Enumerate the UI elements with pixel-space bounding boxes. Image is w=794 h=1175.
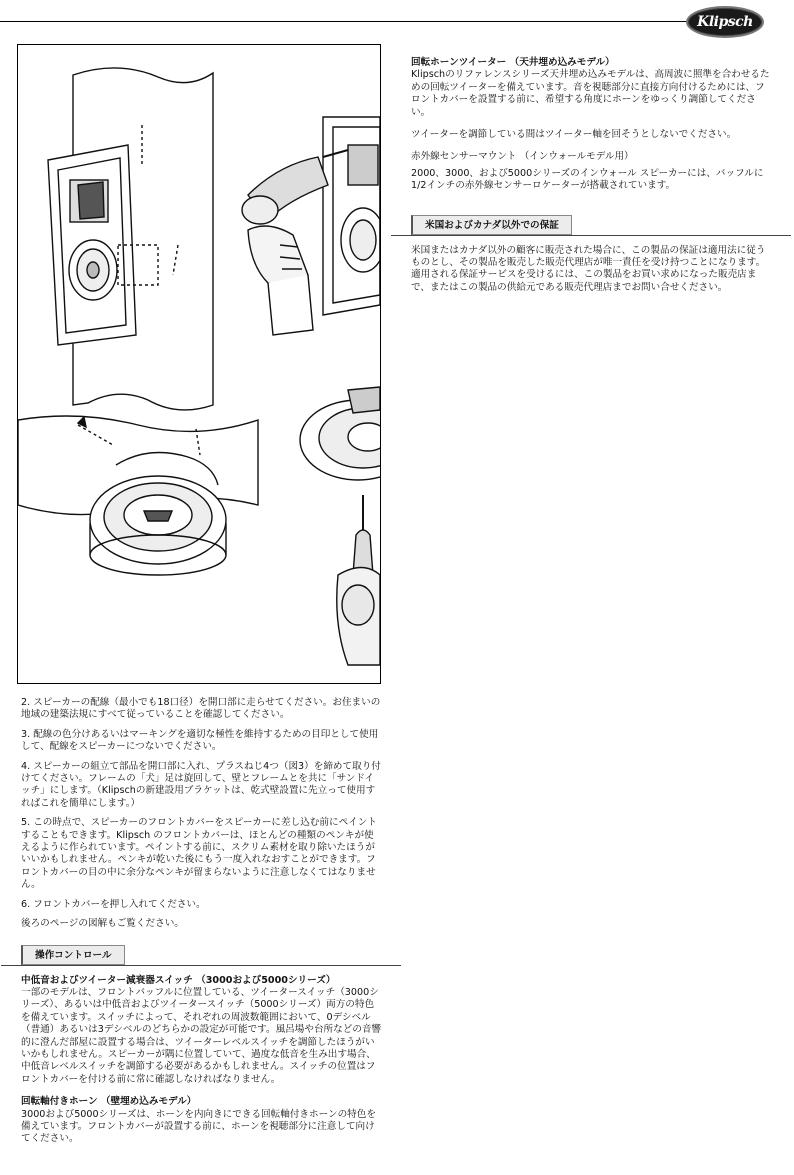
section-operation-controls: [21, 945, 383, 967]
see-diagram-note: 後ろのページの図解もご覧ください。: [21, 918, 184, 930]
section-warranty: [411, 215, 773, 237]
header-rule: [0, 21, 700, 22]
step-4: 4. スピーカーの組立て部品を開口部に入れ、プラスねじ4つ（図3）を締めて取り付けてください。フレームの「犬」足は旋回して、壁とフレームとを共に「サンドイッチ」にします。（Klipschの新建設用ブラケットは、乾式壁設置に先立って使用すればこれを簡単にします。）: [21, 760, 381, 809]
pivot-horn-heading: 回転軸付きホーン （壁埋め込みモデル）: [21, 1096, 197, 1108]
step-3: 3. 配線の色分けあるいはマーキングを適切な極性を維持するための目印として使用して、配線をスピーカーにつないでください。: [21, 728, 379, 753]
warranty-body: 米国またはカナダ以外の顧客に販売された場合に、この製品の保証は適用法に従うものとし、その製品を販売した販売代理店が唯一責任を受け持つことになります。適用される保証サービスを受けるには、この製品をお買い求めになった販売店まで、またはこの製品の供給元である販売代理店までお問い合せください。: [411, 244, 766, 293]
step-5: 5. この時点で、スピーカーのフロントカバーをスピーカーに差し込む前にペイントすることもできます。Klipsch のフロントカバーは、ほとんどの種類のペンキが使えるように作られています。ペイントする前に、スクリム素材を取り除いたほうがいいかもしれません。ペンキが乾いた後にもう一度入れなおすことができます。フロントカバーの目の中に余分なペンキが留まらないように注意しなくてはなりません。: [21, 817, 377, 891]
installation-illustration: [17, 44, 381, 684]
left-column: [21, 697, 383, 1153]
tweeter-heading: 回転ホーンツイーター （天井埋め込みモデル）: [411, 57, 615, 68]
switch-body: 一部のモデルは、フロントバッフルに位置している、ツイータースイッチ（3000シリーズ）、あるいは中低音およびツイータースイッチ（5000シリーズ）両方の特色を備えています。スイッチによって、それぞれの周波数範囲において、0デシベル（普通）あるいは3デシベルのどちらかの設定が可能です。風呂場や台所などの音響的に澄んだ部屋に設置する場合は、ツイーターレベルスイッチを調節したほうがいいかもしれません。スピーカーが隅に位置していて、過度な低音を生み出す場合、中低音レベルスイッチを調節する必要があるかもしれません。スイッチの位置はフロントカバーを付ける前に常に確認しなければなりません。: [21, 986, 382, 1085]
ir-sensor-body: 2000、3000、および5000シリーズのインウォール スピーカーには、バッフルに1/2インチの赤外線センサーロケーターが搭載されています。: [411, 167, 764, 192]
tweeter-warning: ツイーターを調節している間はツイーター軸を回そうとしないでください。: [411, 129, 737, 141]
step-2: 2. スピーカーの配線（最小でも18口径）を開口部に走らせてください。お住まいの地域の建築法規にすべて従っていることを確認してください。: [21, 697, 381, 721]
section-title: 操作コントロール: [21, 945, 125, 965]
step-6: 6. フロントカバーを押し入れてください。: [21, 898, 206, 910]
section-title: 米国およびカナダ以外での保証: [411, 215, 572, 235]
klipsch-logo: Klipsch: [686, 6, 764, 38]
pivot-horn-body: 3000および5000シリーズは、ホーンを内向きにできる回転軸付きホーンの特色を備えています。フロントカバーが設置する前に、ホーンを視聴部分に注意して向けてください。: [21, 1108, 376, 1145]
ir-sensor-heading: 赤外線センサーマウント （インウォールモデル用）: [411, 151, 634, 163]
right-column: [411, 57, 773, 301]
switch-heading: 中低音およびツイーター減衰器スイッチ （3000および5000シリーズ）: [21, 974, 336, 986]
tweeter-body: Klipschのリファレンスシリーズ天井埋め込みモデルは、高周波に照準を合わせるための回転ツイーターを備えています。音を視聴部分に直接方向付けるためには、フロントカバーを設置する前に、希望する角度にホーンをゆっくり調節してください。: [411, 69, 770, 118]
